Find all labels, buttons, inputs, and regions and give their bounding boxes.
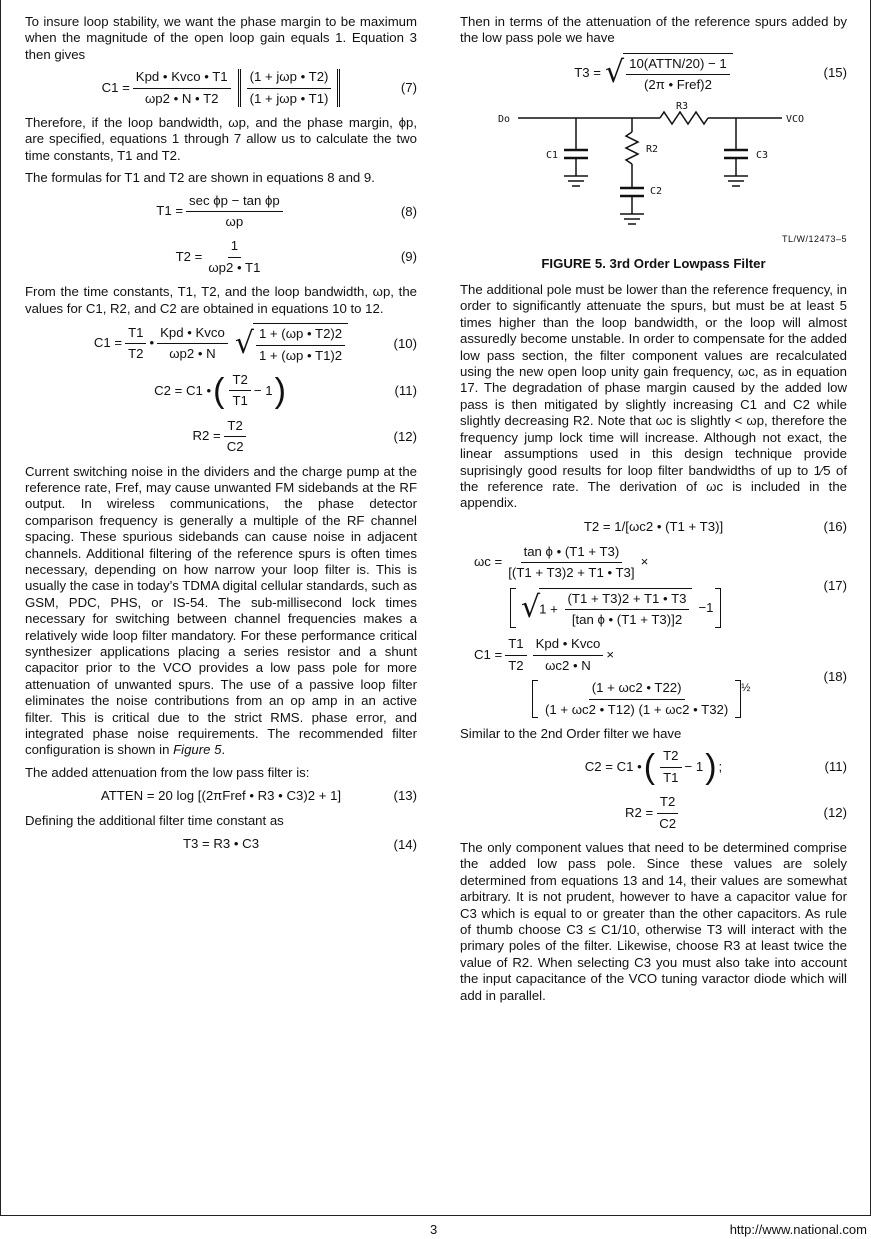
- equation-13: ATTEN = 20 log [(2πFref • R3 • C3)2 + 1] (13): [100, 788, 417, 804]
- square-root: √ 10(ATTN/20) − 1 (2π • Fref)2: [605, 53, 733, 94]
- paragraph: The only component values that need to be determined comprise the added low pass pole. Since these values are solely determined from equations 13 and 14, their values are somewhat arbitrary. It is not prudent, however to have a capacitor value for C3 which is equal to or greater than the other capacitors. As rule of thumb choose C3 ≤ C1/10, otherwise T3 will interact with the primary poles of the filter. Likewise, choose R3 at least twice the value of R2. When selecting C3 you must also take into account the input capacitance of the VCO tuning varactor diode which will add in parallel.: [460, 840, 847, 1003]
- equation-9: T2 = $\frac{1}{\omega p2 • T1}$ (9): [175, 238, 417, 275]
- equation-number: (16): [823, 518, 847, 534]
- label-r3: R3: [676, 101, 689, 112]
- lowpass-filter-circuit: [460, 102, 847, 252]
- equation-number: (14): [393, 836, 417, 852]
- figure-5-schematic: [460, 102, 847, 252]
- equation-11-repeat: C2 = C1 • ( T2 T1 − 1 ) ; (11): [584, 748, 847, 787]
- equation-number: (17): [823, 577, 847, 593]
- paragraph: To insure loop stability, we want the phase margin to be maximum when the magnitude of the open loop gain equals 1. Equation 3 then gives: [25, 14, 417, 62]
- figure-caption: FIGURE 5. 3rd Order Lowpass Filter: [541, 255, 766, 271]
- paragraph: Then in terms of the attenuation of the reference spurs added by the low pass pole we have: [460, 14, 847, 46]
- equation-16: T2 = 1/[ωc2 • (T1 + T3)] (16): [583, 518, 847, 534]
- square-root: √ $\frac{1 + (\omega p • T2)2}{1 + (\omega p • T1)2}$: [235, 323, 348, 364]
- equation-number: (12): [823, 804, 847, 820]
- paragraph: The added attenuation from the low pass filter is:: [25, 764, 310, 780]
- equation-8: T1 = sec ϕp − tan ϕp ωp (8): [156, 192, 417, 230]
- page-number: 3: [430, 1222, 438, 1237]
- equation-number: (15): [823, 65, 847, 81]
- equation-14: T3 = R3 • C3 (14): [182, 836, 417, 852]
- right-column: [460, 14, 847, 1010]
- paragraph: Defining the additional filter time constant as: [25, 813, 284, 829]
- label-vco: VCO: [786, 113, 805, 125]
- equation-number: (13): [393, 788, 417, 804]
- left-column: [25, 14, 417, 862]
- equation-12: R2 = $\frac{T2}{C2}$ (12): [192, 417, 417, 455]
- equation-17: ωc = $\frac{\text{tan ϕ • (T1 + T3)}}{[(T1 + T3)2 + T1 • T3]}$ × √ 1 + $\frac{(T1 + T3)2 + T1 • T3}{\text{[tan ϕ • (T1 + T3)]2}}$ −1 (17): [474, 543, 847, 627]
- equation-number: (11): [824, 759, 847, 775]
- label-input: Do: [498, 113, 511, 125]
- equation-number: (10): [393, 335, 417, 351]
- footer-url[interactable]: http://www.national.com: [729, 1222, 867, 1237]
- paragraph: Similar to the 2nd Order filter we have: [460, 725, 682, 741]
- label-c3: C3: [756, 149, 769, 161]
- figure-code: TL/W/12473–5: [781, 234, 847, 245]
- square-root: √ 1 + $\frac{(T1 + T3)2 + T1 • T3}{\text{[tan ϕ • (T1 + T3)]2}}$: [521, 588, 692, 629]
- equation-7: C1 = Kpd • Kvco • T1 ωp2 • N • T2 (1 + jωp • T2) (1 + jωp • T1) (7): [101, 69, 417, 106]
- paragraph: From the time constants, T1, T2, and the loop bandwidth, ωp, the values for C1, R2, and C2 are obtained in equations 10 to 12.: [25, 284, 417, 316]
- equation-number: (9): [400, 249, 417, 265]
- paragraph: Current switching noise in the dividers and the charge pump at the reference rate, Fref, may cause unwanted FM sidebands at the RF output. In wireless communications, the phase detector comparison frequency is generally a multiple of the RF channel spacing. These spurious sidebands can cause noise in adjacent channels. Additional filtering of the reference spurs is often times necessary, depending on how narrow your loop filter is. This is usually the case in today’s TDMA digital cellular standards, such as GSM, PDC, PHS, or IS-54. The sub-millisecond lock times necessary for switching between channel frequencies makes a relatively wide loop filter mandatory. For these performance critical synthesizer applications placing a series resistor and a shunt capacitor prior to the VCO provides a low pass pole for more attenuation of unwanted spurs. The use of a passive loop filter eliminates the noise contributions from an op amp in an active filter. This is critical due to the strict RMS. phase error, and integrated phase noise requirements. The recommended filter configuration is shown in Figure 5.: [25, 463, 417, 758]
- equation-number: (18): [823, 668, 847, 684]
- equation-number: (11): [394, 382, 417, 398]
- paragraph: Therefore, if the loop bandwidth, ωp, and the phase margin, ϕp, are specified, equations 1 through 7 allow us to calculate the two time constants, T1 and T2.: [25, 115, 417, 163]
- equation-18: C1 = $\frac{T1}{T2}$ Kpd • Kvco ωc2 • N × (1 + ωc2 • T22) (1 + ωc2 • T12) (1 + ωc2 • T32) ½ (18): [474, 636, 847, 717]
- equation-number: (7): [400, 79, 417, 95]
- paragraph: The formulas for T1 and T2 are shown in equations 8 and 9.: [25, 170, 375, 186]
- figure-reference[interactable]: Figure 5: [173, 742, 222, 758]
- label-c2: C2: [650, 185, 663, 197]
- label-c1: C1: [546, 149, 559, 161]
- equation-12-repeat: R2 = $\frac{T2}{C2}$ (12): [624, 794, 847, 831]
- equation-11: C2 = C1 • ( T2 T1 − 1 ) (11): [154, 371, 417, 410]
- equation-15: T3 = √ 10(ATTN/20) − 1 (2π • Fref)2 (15): [460, 53, 847, 94]
- paragraph: The additional pole must be lower than the reference frequency, in order to significantly attenuate the spurs, but must be at least 5 times higher than the loop bandwidth, or the loop will almost assuredly become unstable. In order to compensate for the added low pass section, the filter component values are recalculated using the new open loop unity gain frequency, ωc, as in equation 17. The degradation of phase margin caused by the added low pass is then mitigated by slightly increasing C1 and C2 while slightly decreasing R2. Note that ωc is slightly < ωp, therefore the frequency jump lock time will increase. Although not exact, the linear assumptions used in this design technique provide suprisingly good results for loop filter bandwidths of up to 1⁄5 of the reference rate. The derivation of ωc is included in the appendix.: [460, 282, 847, 511]
- equation-10: C1 = $\frac{T1}{T2}$ • Kpd • Kvco ωp2 • N √ $\frac{1 + (\omega p • T2)2}{1 + (\omega p • T1)2}$ (10): [93, 324, 417, 363]
- label-r2: R2: [646, 143, 659, 155]
- equation-number: (8): [400, 203, 417, 219]
- equation-number: (12): [393, 428, 417, 444]
